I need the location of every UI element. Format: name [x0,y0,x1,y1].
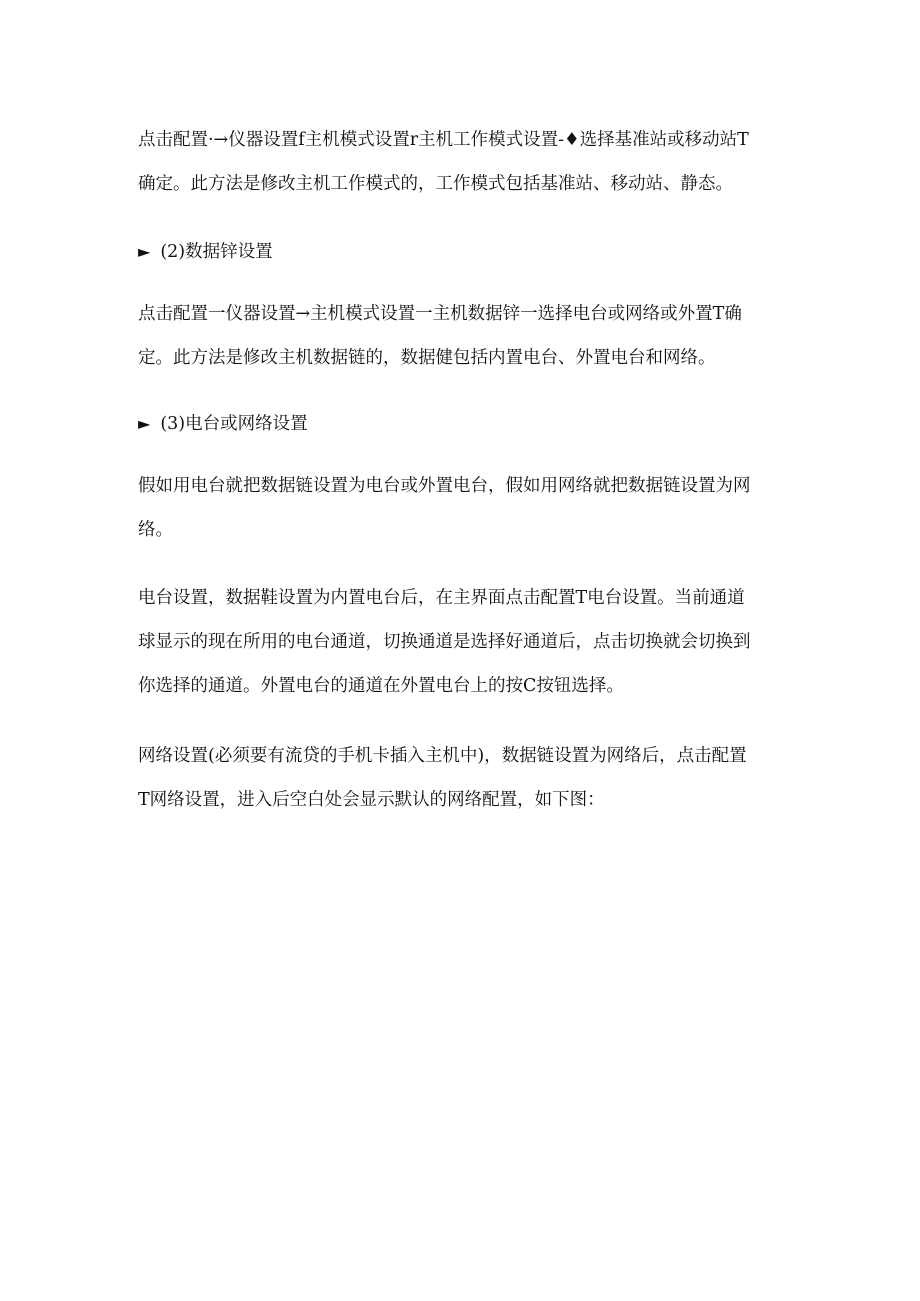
heading-text: (3)电台或网络设置 [160,414,308,434]
text-line: 球显示的现在所用的电台通道，切换通道是选择好通道后，点击切换就会切换到 [138,632,751,652]
text-line: T网络设置，进入后空白处会显示默认的网络配置，如下图： [138,790,605,810]
text-line: 你选择的通道。外置电台的通道在外置电台上的按C按钮选择。 [138,676,624,696]
text-line: 点击配置一仪器设置→主机模式设置一主机数据锌一选择电台或网络或外置T确 [138,304,742,324]
text-line: 电台设置，数据鞋设置为内置电台后，在主界面点击配置T电台设置。当前通道 [138,588,745,608]
text-line: 定。此方法是修改主机数据链的，数据健包括内置电台、外置电台和网络。 [138,348,716,368]
paragraph-data-link [138,292,798,380]
triangle-bullet-icon: ► [138,414,151,433]
heading-text: (2)数据锌设置 [160,242,273,262]
heading-radio-network-settings [138,402,798,446]
triangle-bullet-icon: ► [138,242,151,261]
paragraph-radio-or-network [138,464,798,552]
text-line: 确定。此方法是修改主机工作模式的，工作模式包括基准站、移动站、静态。 [138,174,733,194]
paragraph-work-mode [138,118,798,206]
paragraph-radio-settings [138,576,798,708]
text-line: 点击配置·→仪器设置f主机模式设置r主机工作模式设置-♦选择基准站或移动站T [138,130,749,150]
text-line: 网络设置(必须要有流贷的手机卡插入主机中)，数据链设置为网络后，点击配置 [138,746,747,766]
text-line: 假如用电台就把数据链设置为电台或外置电台，假如用网络就把数据链设置为网 [138,476,751,496]
paragraph-network-settings [138,734,798,822]
text-line: 络。 [138,520,173,540]
heading-data-link-settings [138,230,798,274]
